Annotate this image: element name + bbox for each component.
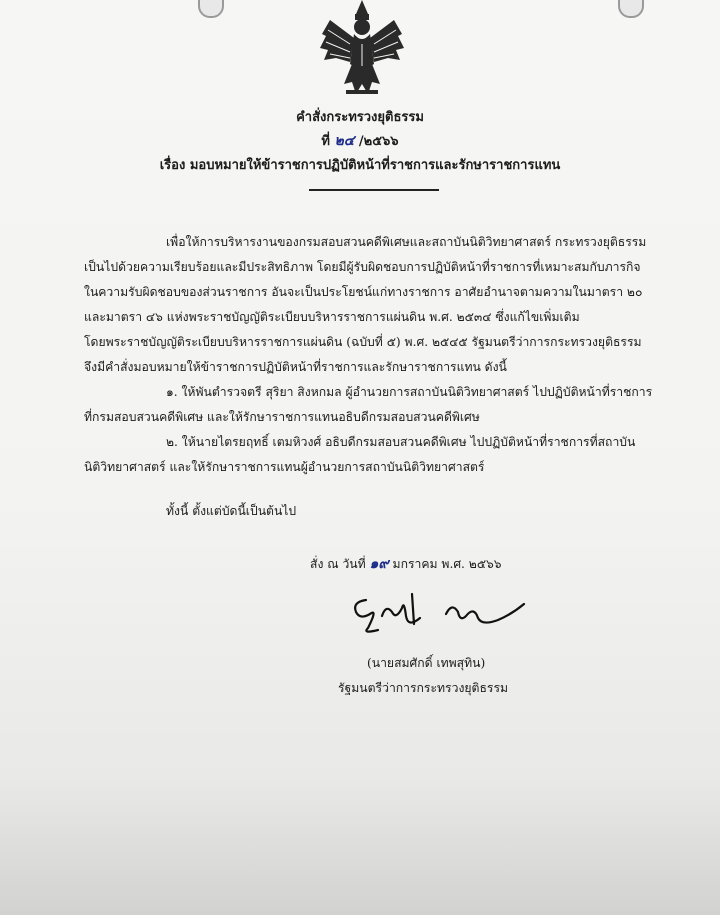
date-prefix: สั่ง ณ วันที่	[310, 557, 366, 571]
order-number	[0, 130, 720, 152]
body-line: จึงมีคำสั่งมอบหมายให้ข้าราชการปฏิบัติหน้าที่ราชการและรักษาราชการแทน ดังนี้	[84, 360, 507, 374]
title-divider	[309, 189, 439, 191]
body-line: นิติวิทยาศาสตร์ และให้รักษาราชการแทนผู้อำนวยการสถาบันนิติวิทยาศาสตร์	[84, 460, 485, 474]
order-number-prefix: ที่	[321, 134, 330, 149]
body-line: ที่กรมสอบสวนคดีพิเศษ และให้รักษาราชการแทนอธิบดีกรมสอบสวนคดีพิเศษ	[84, 410, 480, 424]
body-line: ๑. ให้พันตำรวจตรี สุริยา สิงหกมล ผู้อำนวยการสถาบันนิติวิทยาศาสตร์ ไปปฏิบัติหน้าที่ราชการ	[166, 385, 653, 399]
order-subject: เรื่อง มอบหมายให้ข้าราชการปฏิบัติหน้าที่ราชการและรักษาราชการแทน	[159, 158, 561, 173]
signer-name: (นายสมศักดิ์ เทพสุทิน)	[367, 656, 486, 670]
date-day-handwritten: ๑๙	[369, 556, 389, 572]
order-number-handwritten: ๒๔	[334, 133, 355, 149]
effective-statement: ทั้งนี้ ตั้งแต่บัดนี้เป็นต้นไป	[166, 504, 297, 518]
signer-position: รัฐมนตรีว่าการกระทรวงยุติธรรม	[338, 681, 509, 695]
garuda-emblem-icon	[316, 0, 408, 98]
body-line: และมาตรา ๔๖ แห่งพระราชบัญญัติระเบียบบริหารราชการแผ่นดิน พ.ศ. ๒๕๓๔ ซึ่งแก้ไขเพิ่มเติม	[84, 310, 580, 324]
date-rest: มกราคม พ.ศ. ๒๕๖๖	[392, 557, 502, 571]
body-line: เพื่อให้การบริหารงานของกรมสอบสวนคดีพิเศษและสถาบันนิติวิทยาศาสตร์ กระทรวงยุติธรรม	[166, 235, 647, 249]
body-line: โดยพระราชบัญญัติระเบียบบริหารราชการแผ่นดิน (ฉบับที่ ๕) พ.ศ. ๒๕๔๕ รัฐมนตรีว่าการกระทรวงยุติธรรม	[84, 335, 642, 349]
binder-clip-right	[618, 0, 644, 18]
body-line: ๒. ให้นายไตรยฤทธิ์ เตมหิวงศ์ อธิบดีกรมสอบสวนคดีพิเศษ ไปปฏิบัติหน้าที่ราชการที่สถาบัน	[166, 435, 636, 449]
binder-clip-left	[198, 0, 224, 18]
order-number-year: /๒๕๖๖	[358, 134, 399, 149]
order-date	[310, 553, 502, 575]
body-line: เป็นไปด้วยความเรียบร้อยและมีประสิทธิภาพ โดยมีผู้รับผิดชอบการปฏิบัติหน้าที่ราชการที่เหมาะสมกับภารกิจ	[84, 260, 641, 274]
order-title: คำสั่งกระทรวงยุติธรรม	[296, 110, 424, 125]
body-line: ในความรับผิดชอบของส่วนราชการ อันจะเป็นประโยชน์แก่ทางราชการ อาศัยอำนาจตามความในมาตรา ๒๐	[84, 285, 643, 299]
signature	[348, 590, 528, 636]
